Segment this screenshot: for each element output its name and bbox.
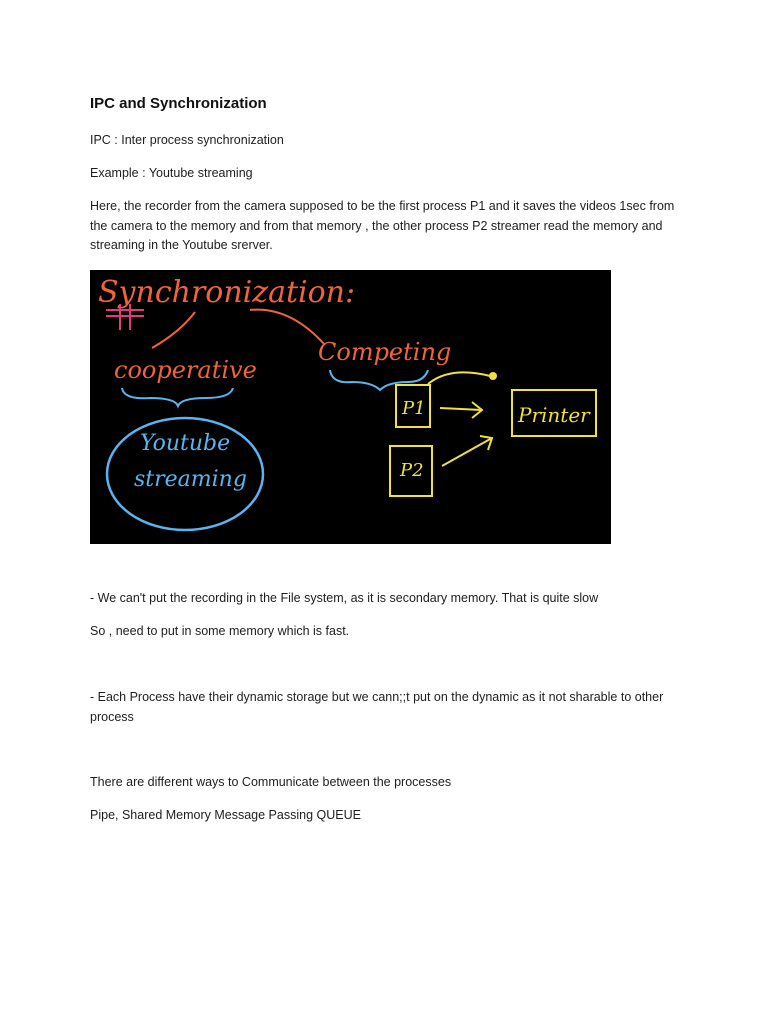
p2-label: P2	[400, 460, 424, 481]
competing-label: Competing	[318, 338, 452, 366]
sketch-title: Synchronization:	[98, 275, 356, 310]
bubble-text-youtube: Youtube	[140, 431, 231, 456]
communication-ways-line: There are different ways to Communicate between the processes	[90, 775, 452, 789]
ipc-methods-line: Pipe, Shared Memory Message Passing QUEUE	[90, 808, 361, 822]
document-page	[90, 0, 690, 1024]
printer-label: Printer	[518, 403, 590, 427]
bubble-text-streaming: streaming	[134, 467, 247, 492]
description-paragraph: Here, the recorder from the camera supposed to be the first process P1 and it saves the videos 1sec from the camera to the memory and from that memory , the other process P2 streamer read the memory and streaming in the Youtube srerver.	[90, 199, 675, 252]
example-line: Example : Youtube streaming	[90, 166, 253, 180]
sketch-canvas	[90, 270, 611, 544]
p1-label: P1	[402, 398, 426, 419]
fast-memory-note: So , need to put in some memory which is fast.	[90, 624, 350, 638]
dynamic-storage-note: - Each Process have their dynamic storage but we cann;;t put on the dynamic as it not sharable to other process	[90, 690, 664, 724]
page-title: IPC and Synchronization	[90, 95, 267, 112]
cooperative-label: cooperative	[114, 356, 257, 384]
p1-dot	[489, 372, 497, 380]
file-system-note: - We can't put the recording in the File system, as it is secondary memory. That is quite slow	[90, 591, 599, 605]
ipc-definition: IPC : Inter process synchronization	[90, 133, 284, 147]
synchronization-sketch	[90, 270, 611, 544]
